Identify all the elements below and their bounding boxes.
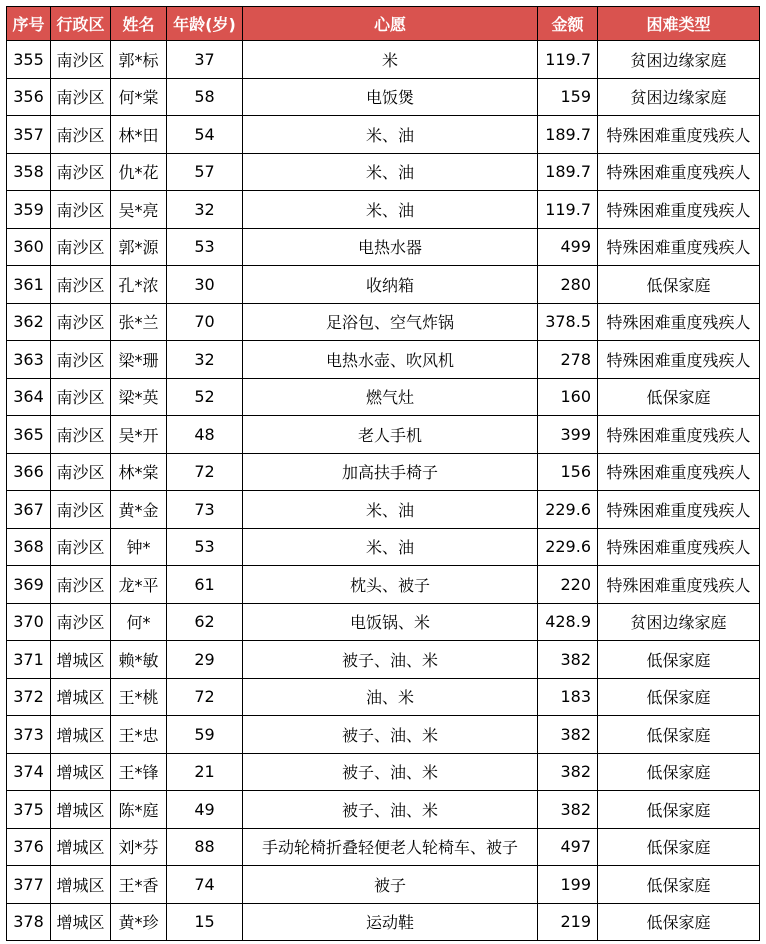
cell-amount: 382 xyxy=(538,716,598,754)
table-body xyxy=(7,41,760,941)
cell-district: 增城区 xyxy=(51,753,111,791)
cell-hardship-type: 低保家庭 xyxy=(598,678,760,716)
table-row xyxy=(7,491,760,529)
cell-amount: 382 xyxy=(538,753,598,791)
cell-age: 30 xyxy=(167,266,243,304)
cell-district: 南沙区 xyxy=(51,303,111,341)
cell-wish: 米 xyxy=(243,41,538,79)
cell-wish: 运动鞋 xyxy=(243,903,538,941)
cell-wish: 收纳箱 xyxy=(243,266,538,304)
cell-index: 368 xyxy=(7,528,51,566)
cell-index: 370 xyxy=(7,603,51,641)
cell-hardship-type: 低保家庭 xyxy=(598,266,760,304)
cell-index: 365 xyxy=(7,416,51,454)
cell-hardship-type: 特殊困难重度残疾人 xyxy=(598,341,760,379)
header-district: 行政区 xyxy=(51,7,111,41)
cell-district: 南沙区 xyxy=(51,266,111,304)
cell-index: 377 xyxy=(7,866,51,904)
cell-district: 南沙区 xyxy=(51,41,111,79)
table-row xyxy=(7,528,760,566)
table-row xyxy=(7,566,760,604)
cell-name: 刘*芬 xyxy=(111,828,167,866)
cell-wish: 米、油 xyxy=(243,153,538,191)
cell-hardship-type: 低保家庭 xyxy=(598,828,760,866)
cell-index: 369 xyxy=(7,566,51,604)
cell-index: 374 xyxy=(7,753,51,791)
cell-index: 361 xyxy=(7,266,51,304)
cell-amount: 189.7 xyxy=(538,153,598,191)
cell-index: 376 xyxy=(7,828,51,866)
cell-wish: 被子、油、米 xyxy=(243,716,538,754)
cell-age: 73 xyxy=(167,491,243,529)
cell-district: 南沙区 xyxy=(51,491,111,529)
table-row xyxy=(7,866,760,904)
cell-wish: 电饭锅、米 xyxy=(243,603,538,641)
cell-wish: 米、油 xyxy=(243,491,538,529)
cell-name: 王*忠 xyxy=(111,716,167,754)
cell-wish: 燃气灶 xyxy=(243,378,538,416)
cell-amount: 119.7 xyxy=(538,41,598,79)
cell-index: 371 xyxy=(7,641,51,679)
cell-district: 南沙区 xyxy=(51,191,111,229)
cell-hardship-type: 贫困边缘家庭 xyxy=(598,603,760,641)
cell-wish: 米、油 xyxy=(243,528,538,566)
header-wish: 心愿 xyxy=(243,7,538,41)
cell-amount: 399 xyxy=(538,416,598,454)
cell-hardship-type: 特殊困难重度残疾人 xyxy=(598,566,760,604)
header-age: 年龄(岁) xyxy=(167,7,243,41)
cell-age: 74 xyxy=(167,866,243,904)
table-row xyxy=(7,78,760,116)
header-hardship-type: 困难类型 xyxy=(598,7,760,41)
cell-wish: 被子、油、米 xyxy=(243,791,538,829)
cell-hardship-type: 低保家庭 xyxy=(598,791,760,829)
cell-amount: 280 xyxy=(538,266,598,304)
cell-wish: 米、油 xyxy=(243,116,538,154)
cell-wish: 手动轮椅折叠轻便老人轮椅车、被子 xyxy=(243,828,538,866)
cell-name: 龙*平 xyxy=(111,566,167,604)
cell-index: 367 xyxy=(7,491,51,529)
cell-name: 钟* xyxy=(111,528,167,566)
table-row xyxy=(7,416,760,454)
cell-index: 378 xyxy=(7,903,51,941)
cell-wish: 加高扶手椅子 xyxy=(243,453,538,491)
cell-hardship-type: 低保家庭 xyxy=(598,866,760,904)
cell-age: 15 xyxy=(167,903,243,941)
cell-amount: 119.7 xyxy=(538,191,598,229)
cell-hardship-type: 特殊困难重度残疾人 xyxy=(598,491,760,529)
wish-table-container xyxy=(6,6,760,941)
cell-hardship-type: 贫困边缘家庭 xyxy=(598,41,760,79)
cell-age: 48 xyxy=(167,416,243,454)
header-index: 序号 xyxy=(7,7,51,41)
cell-index: 366 xyxy=(7,453,51,491)
cell-age: 70 xyxy=(167,303,243,341)
cell-age: 57 xyxy=(167,153,243,191)
wish-table xyxy=(6,6,760,941)
cell-amount: 159 xyxy=(538,78,598,116)
cell-age: 58 xyxy=(167,78,243,116)
table-row xyxy=(7,41,760,79)
cell-name: 孔*浓 xyxy=(111,266,167,304)
cell-amount: 378.5 xyxy=(538,303,598,341)
cell-district: 南沙区 xyxy=(51,378,111,416)
cell-amount: 220 xyxy=(538,566,598,604)
cell-district: 南沙区 xyxy=(51,528,111,566)
cell-name: 吴*开 xyxy=(111,416,167,454)
cell-amount: 160 xyxy=(538,378,598,416)
cell-index: 360 xyxy=(7,228,51,266)
table-row xyxy=(7,378,760,416)
cell-wish: 油、米 xyxy=(243,678,538,716)
cell-age: 72 xyxy=(167,678,243,716)
cell-hardship-type: 特殊困难重度残疾人 xyxy=(598,528,760,566)
cell-age: 37 xyxy=(167,41,243,79)
cell-age: 53 xyxy=(167,228,243,266)
cell-district: 南沙区 xyxy=(51,416,111,454)
cell-name: 梁*珊 xyxy=(111,341,167,379)
cell-name: 王*香 xyxy=(111,866,167,904)
cell-age: 88 xyxy=(167,828,243,866)
cell-hardship-type: 特殊困难重度残疾人 xyxy=(598,416,760,454)
table-row xyxy=(7,153,760,191)
cell-wish: 电热水壶、吹风机 xyxy=(243,341,538,379)
cell-index: 372 xyxy=(7,678,51,716)
cell-amount: 499 xyxy=(538,228,598,266)
cell-index: 356 xyxy=(7,78,51,116)
cell-district: 增城区 xyxy=(51,866,111,904)
cell-district: 增城区 xyxy=(51,678,111,716)
cell-index: 373 xyxy=(7,716,51,754)
cell-amount: 382 xyxy=(538,791,598,829)
cell-index: 364 xyxy=(7,378,51,416)
table-row xyxy=(7,116,760,154)
cell-name: 梁*英 xyxy=(111,378,167,416)
cell-index: 362 xyxy=(7,303,51,341)
header-amount: 金额 xyxy=(538,7,598,41)
cell-name: 何*棠 xyxy=(111,78,167,116)
cell-district: 增城区 xyxy=(51,716,111,754)
cell-name: 吴*亮 xyxy=(111,191,167,229)
cell-age: 54 xyxy=(167,116,243,154)
cell-amount: 229.6 xyxy=(538,491,598,529)
cell-amount: 183 xyxy=(538,678,598,716)
cell-hardship-type: 低保家庭 xyxy=(598,716,760,754)
cell-name: 陈*庭 xyxy=(111,791,167,829)
cell-age: 32 xyxy=(167,191,243,229)
cell-wish: 被子、油、米 xyxy=(243,753,538,791)
cell-district: 南沙区 xyxy=(51,116,111,154)
table-header-row xyxy=(7,7,760,41)
header-name: 姓名 xyxy=(111,7,167,41)
cell-age: 59 xyxy=(167,716,243,754)
cell-name: 郭*标 xyxy=(111,41,167,79)
cell-age: 29 xyxy=(167,641,243,679)
cell-district: 南沙区 xyxy=(51,78,111,116)
table-row xyxy=(7,191,760,229)
cell-hardship-type: 贫困边缘家庭 xyxy=(598,78,760,116)
cell-name: 仇*花 xyxy=(111,153,167,191)
cell-district: 增城区 xyxy=(51,828,111,866)
table-row xyxy=(7,678,760,716)
table-row xyxy=(7,341,760,379)
cell-name: 黄*珍 xyxy=(111,903,167,941)
cell-name: 何* xyxy=(111,603,167,641)
cell-name: 黄*金 xyxy=(111,491,167,529)
cell-index: 375 xyxy=(7,791,51,829)
cell-hardship-type: 低保家庭 xyxy=(598,903,760,941)
cell-age: 32 xyxy=(167,341,243,379)
cell-district: 南沙区 xyxy=(51,228,111,266)
cell-hardship-type: 低保家庭 xyxy=(598,753,760,791)
cell-age: 21 xyxy=(167,753,243,791)
cell-wish: 枕头、被子 xyxy=(243,566,538,604)
cell-age: 53 xyxy=(167,528,243,566)
cell-name: 赖*敏 xyxy=(111,641,167,679)
cell-name: 张*兰 xyxy=(111,303,167,341)
cell-amount: 219 xyxy=(538,903,598,941)
cell-amount: 382 xyxy=(538,641,598,679)
cell-wish: 电热水器 xyxy=(243,228,538,266)
table-row xyxy=(7,641,760,679)
cell-district: 增城区 xyxy=(51,641,111,679)
table-row xyxy=(7,303,760,341)
cell-amount: 189.7 xyxy=(538,116,598,154)
cell-wish: 被子、油、米 xyxy=(243,641,538,679)
cell-hardship-type: 特殊困难重度残疾人 xyxy=(598,228,760,266)
cell-age: 62 xyxy=(167,603,243,641)
cell-district: 南沙区 xyxy=(51,566,111,604)
cell-amount: 428.9 xyxy=(538,603,598,641)
table-row xyxy=(7,603,760,641)
table-row xyxy=(7,453,760,491)
cell-wish: 米、油 xyxy=(243,191,538,229)
cell-district: 南沙区 xyxy=(51,453,111,491)
table-row xyxy=(7,716,760,754)
cell-age: 49 xyxy=(167,791,243,829)
cell-district: 南沙区 xyxy=(51,603,111,641)
cell-amount: 278 xyxy=(538,341,598,379)
cell-district: 南沙区 xyxy=(51,341,111,379)
cell-index: 355 xyxy=(7,41,51,79)
cell-wish: 电饭煲 xyxy=(243,78,538,116)
cell-amount: 199 xyxy=(538,866,598,904)
table-row xyxy=(7,791,760,829)
cell-hardship-type: 特殊困难重度残疾人 xyxy=(598,303,760,341)
cell-age: 61 xyxy=(167,566,243,604)
table-row xyxy=(7,903,760,941)
cell-name: 王*桃 xyxy=(111,678,167,716)
cell-age: 72 xyxy=(167,453,243,491)
cell-name: 林*棠 xyxy=(111,453,167,491)
cell-amount: 497 xyxy=(538,828,598,866)
cell-name: 林*田 xyxy=(111,116,167,154)
cell-hardship-type: 低保家庭 xyxy=(598,378,760,416)
table-row xyxy=(7,828,760,866)
table-row xyxy=(7,753,760,791)
cell-district: 南沙区 xyxy=(51,153,111,191)
cell-amount: 156 xyxy=(538,453,598,491)
cell-hardship-type: 特殊困难重度残疾人 xyxy=(598,116,760,154)
cell-name: 王*锋 xyxy=(111,753,167,791)
cell-index: 359 xyxy=(7,191,51,229)
cell-index: 358 xyxy=(7,153,51,191)
cell-age: 52 xyxy=(167,378,243,416)
cell-amount: 229.6 xyxy=(538,528,598,566)
cell-hardship-type: 特殊困难重度残疾人 xyxy=(598,453,760,491)
cell-wish: 足浴包、空气炸锅 xyxy=(243,303,538,341)
table-row xyxy=(7,266,760,304)
cell-wish: 被子 xyxy=(243,866,538,904)
cell-index: 357 xyxy=(7,116,51,154)
cell-district: 增城区 xyxy=(51,791,111,829)
cell-index: 363 xyxy=(7,341,51,379)
cell-wish: 老人手机 xyxy=(243,416,538,454)
cell-hardship-type: 低保家庭 xyxy=(598,641,760,679)
cell-name: 郭*源 xyxy=(111,228,167,266)
cell-hardship-type: 特殊困难重度残疾人 xyxy=(598,153,760,191)
cell-district: 增城区 xyxy=(51,903,111,941)
cell-hardship-type: 特殊困难重度残疾人 xyxy=(598,191,760,229)
table-row xyxy=(7,228,760,266)
